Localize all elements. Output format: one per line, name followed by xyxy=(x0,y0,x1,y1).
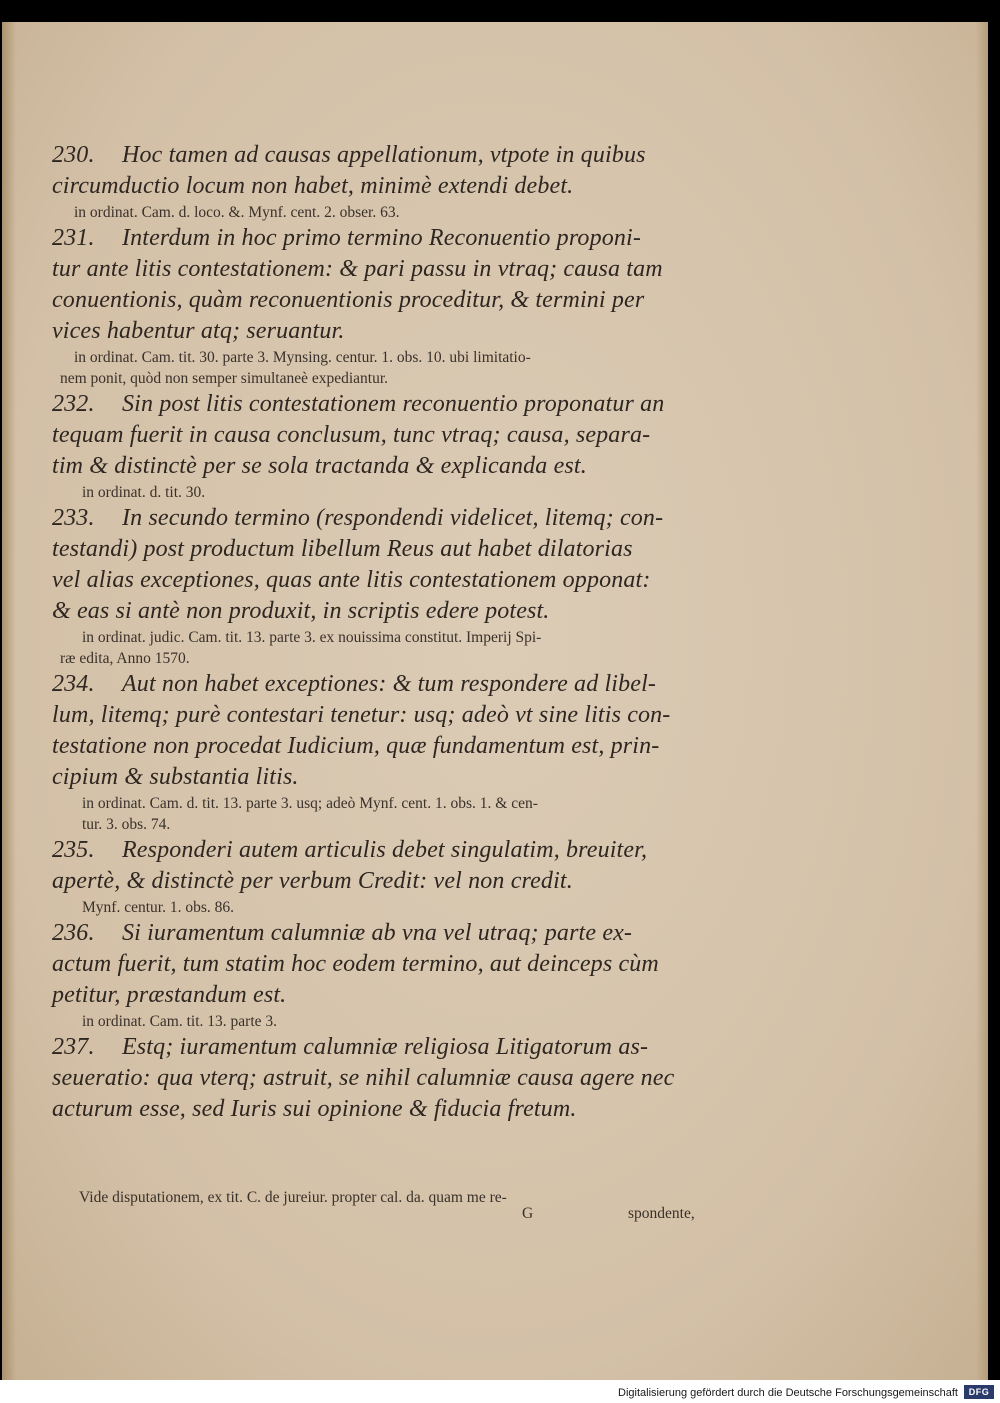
entry-line xyxy=(52,1032,724,1063)
digitization-credit: Digitalisierung gefördert durch die Deutsche Forschungsgemeinschaft xyxy=(618,1387,958,1399)
entry-text: Sin post litis contestationem reconuentio proponatur an xyxy=(122,391,665,417)
entry-233 xyxy=(52,503,724,669)
entry-line: circumductio locum non habet, minimè extendi debet. xyxy=(52,173,574,199)
page-shadow-right xyxy=(976,22,988,1380)
citation-note: in ordinat. judic. Cam. tit. 13. parte 3. ex nouissima constitut. Imperij Spi- xyxy=(82,629,542,646)
entry-text: Hoc tamen ad causas appellationum, vtpote in quibus xyxy=(122,142,646,168)
entry-line xyxy=(52,389,724,420)
entry-230 xyxy=(52,140,724,223)
footnote-line: Vide disputationem, ex tit. C. de jureiur. propter cal. da. quam me re- xyxy=(79,1189,507,1206)
text-block xyxy=(52,140,724,1125)
entry-text: Aut non habet exceptiones: & tum respondere ad libel- xyxy=(122,671,657,697)
entry-236 xyxy=(52,918,724,1032)
entry-line: vices habentur atq; seruantur. xyxy=(52,318,345,344)
citation-note: in ordinat. Cam. tit. 30. parte 3. Mynsing. centur. 1. obs. 10. ubi limitatio- xyxy=(74,349,531,366)
citation-note: tur. 3. obs. 74. xyxy=(82,816,171,833)
entry-line xyxy=(52,140,724,171)
entry-text: Si iuramentum calumniæ ab vna vel utraq; parte ex- xyxy=(122,920,633,946)
citation-note: in ordinat. Cam. d. loco. &. Mynf. cent. 2. obser. 63. xyxy=(74,204,400,221)
entry-text: Estq; iuramentum calumniæ religiosa Litigatorum as- xyxy=(122,1034,649,1060)
entry-number: 233. xyxy=(52,505,95,531)
entry-line: lum, litemq; purè contestari tenetur: usq; adeò vt sine litis con- xyxy=(52,702,671,728)
dfg-logo-icon: DFG xyxy=(964,1385,994,1399)
entry-number: 234. xyxy=(52,671,95,697)
entry-text: Responderi autem articulis debet singulatim, breuiter, xyxy=(122,837,648,863)
entry-232 xyxy=(52,389,724,503)
entry-line: apertè, & distinctè per verbum Credit: vel non credit. xyxy=(52,868,573,894)
entry-line xyxy=(52,835,724,866)
catchword: spondente, xyxy=(628,1205,695,1222)
page-shadow-left xyxy=(2,22,16,1380)
entry-number: 230. xyxy=(52,142,95,168)
digitization-footer-bar xyxy=(0,1380,1000,1403)
citation-note: in ordinat. Cam. d. tit. 13. parte 3. usq; adeò Mynf. cent. 1. obs. 1. & cen- xyxy=(82,795,538,812)
entry-line xyxy=(52,669,724,700)
entry-line: tim & distinctè per se sola tractanda & explicanda est. xyxy=(52,453,587,479)
entry-231 xyxy=(52,223,724,389)
entry-237 xyxy=(52,1032,724,1125)
entry-line: vel alias exceptiones, quas ante litis contestationem opponat: xyxy=(52,567,651,593)
entry-line: tequam fuerit in causa conclusum, tunc vtraq; causa, separa- xyxy=(52,422,651,448)
entry-line: petitur, præstandum est. xyxy=(52,982,287,1008)
citation-note: in ordinat. Cam. tit. 13. parte 3. xyxy=(82,1013,278,1030)
citation-note: in ordinat. d. tit. 30. xyxy=(82,484,206,501)
entry-line: tur ante litis contestationem: & pari passu in vtraq; causa tam xyxy=(52,256,663,282)
entry-number: 231. xyxy=(52,225,95,251)
entry-line: seueratio: qua vterq; astruit, se nihil calumniæ causa agere nec xyxy=(52,1065,675,1091)
entry-234 xyxy=(52,669,724,835)
signature-mark: G xyxy=(522,1205,534,1222)
entry-line: conuentionis, quàm reconuentionis proceditur, & termini per xyxy=(52,287,645,313)
citation-note: ræ edita, Anno 1570. xyxy=(60,650,190,667)
entry-line: testatione non procedat Iudicium, quæ fundamentum est, prin- xyxy=(52,733,660,759)
entry-line xyxy=(52,223,724,254)
entry-line: actum fuerit, tum statim hoc eodem termino, aut deinceps cùm xyxy=(52,951,659,977)
entry-line xyxy=(52,503,724,534)
entry-line: & eas si antè non produxit, in scriptis edere potest. xyxy=(52,598,550,624)
book-page xyxy=(2,22,988,1380)
entry-number: 237. xyxy=(52,1034,95,1060)
entry-text: Interdum in hoc primo termino Reconuentio proponi- xyxy=(122,225,641,251)
entry-line xyxy=(52,918,724,949)
entry-number: 232. xyxy=(52,391,95,417)
citation-note: Mynf. centur. 1. obs. 86. xyxy=(82,899,234,916)
entry-line: cipium & substantia litis. xyxy=(52,764,299,790)
citation-note: nem ponit, quòd non semper simultaneè expediantur. xyxy=(60,370,389,387)
entry-line: acturum esse, sed Iuris sui opinione & fiducia fretum. xyxy=(52,1096,577,1122)
entry-line: testandi) post productum libellum Reus aut habet dilatorias xyxy=(52,536,633,562)
entry-number: 236. xyxy=(52,920,95,946)
entry-text: In secundo termino (respondendi videlicet, litemq; con- xyxy=(122,505,664,531)
entry-235 xyxy=(52,835,724,918)
entry-number: 235. xyxy=(52,837,95,863)
